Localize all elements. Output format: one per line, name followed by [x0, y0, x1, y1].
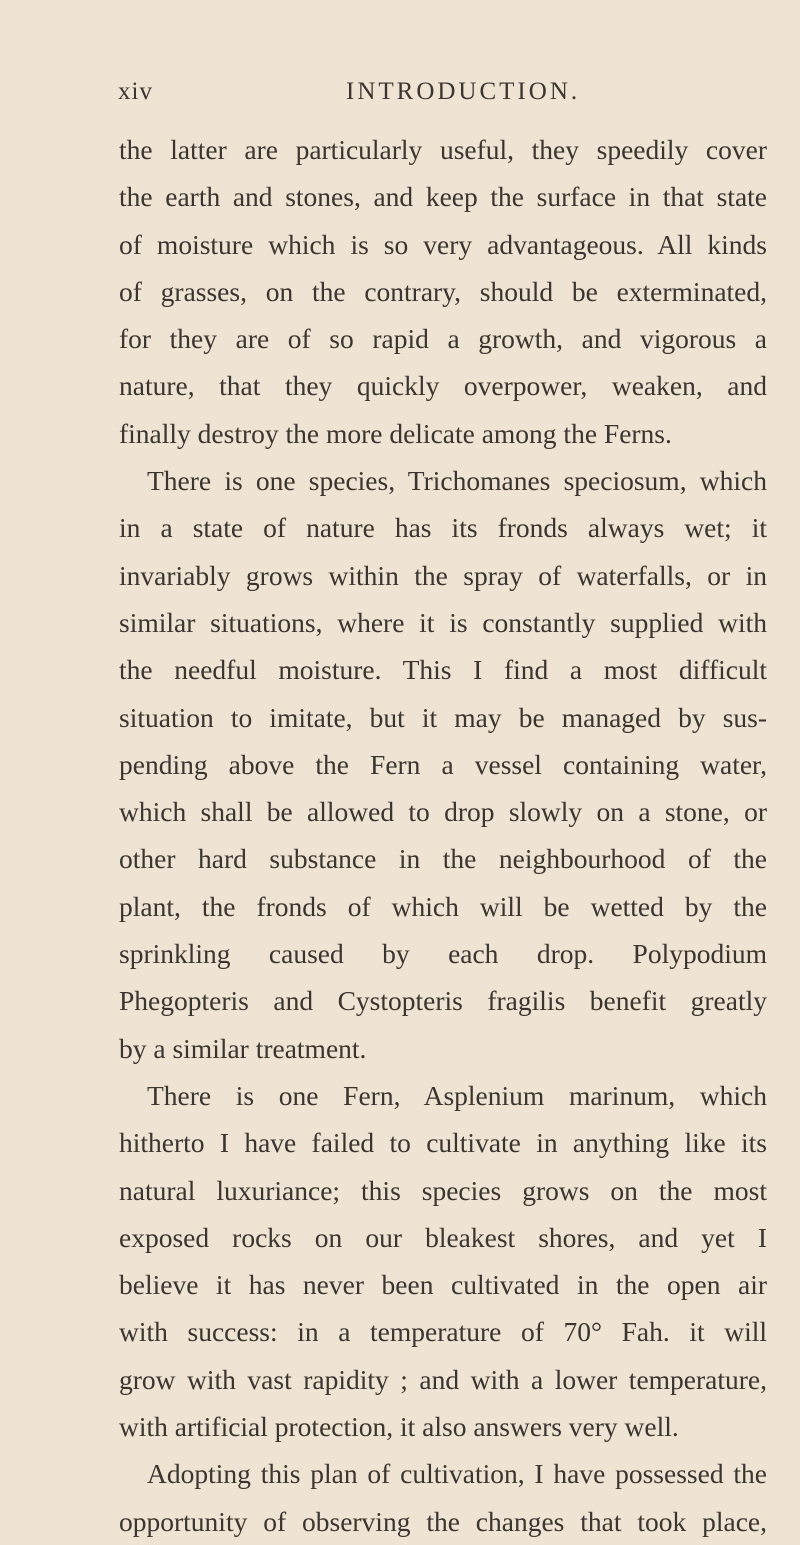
text-line: grow with vast rapidity ; and with a lower temperature, — [119, 1363, 767, 1395]
text-line: with success: in a temperature of 70° Fah. it will — [119, 1316, 767, 1348]
text-line: There is one species, Trichomanes speciosum, which — [147, 465, 767, 497]
text-line: Phegopteris and Cystopteris fragilis benefit greatly — [119, 985, 767, 1017]
text-line: sprinkling caused by each drop. Polypodium — [119, 938, 767, 970]
paragraph — [119, 1072, 767, 1450]
text-line: of moisture which is so very advantageous. All kinds — [119, 228, 767, 260]
text-line: Adopting this plan of cultivation, I have possessed the — [147, 1458, 767, 1490]
text-line: hitherto I have failed to cultivate in anything like its — [119, 1127, 767, 1159]
text-line: similar situations, where it is constantly supplied with — [119, 606, 767, 638]
paragraph — [119, 126, 767, 457]
text-line: pending above the Fern a vessel containing water, — [119, 748, 767, 780]
text-line: by a similar treatment. — [119, 1032, 367, 1064]
text-line: nature, that they quickly overpower, weaken, and — [119, 370, 767, 402]
body-text — [119, 126, 767, 1545]
page-header — [118, 78, 758, 114]
text-line: in a state of nature has its fronds always wet; it — [119, 512, 767, 544]
text-line: which shall be allowed to drop slowly on a stone, or — [119, 796, 767, 828]
text-line: other hard substance in the neighbourhood of the — [119, 843, 767, 875]
running-head: INTRODUCTION. — [346, 78, 581, 105]
text-line: exposed rocks on our bleakest shores, and yet I — [119, 1221, 767, 1253]
page-number: xiv — [118, 78, 153, 105]
text-line: for they are of so rapid a growth, and vigorous a — [119, 323, 767, 355]
text-line: finally destroy the more delicate among the Ferns. — [119, 417, 672, 449]
text-line: believe it has never been cultivated in the open air — [119, 1269, 767, 1301]
text-line: opportunity of observing the changes that took place, — [119, 1505, 767, 1537]
paragraph — [119, 1450, 767, 1545]
text-line: natural luxuriance; this species grows on the most — [119, 1174, 767, 1206]
text-line: invariably grows within the spray of waterfalls, or in — [119, 559, 767, 591]
text-line: with artificial protection, it also answers very well. — [119, 1411, 679, 1443]
text-line: the needful moisture. This I find a most difficult — [119, 654, 767, 686]
text-line: the latter are particularly useful, they speedily cover — [119, 134, 767, 165]
paragraph — [119, 457, 767, 1072]
text-line: There is one Fern, Asplenium marinum, which — [147, 1079, 767, 1111]
text-line: the earth and stones, and keep the surface in that state — [119, 181, 767, 213]
text-line: of grasses, on the contrary, should be exterminated, — [119, 275, 767, 307]
text-line: plant, the fronds of which will be wetted by the — [119, 890, 767, 922]
text-line: situation to imitate, but it may be managed by sus- — [119, 701, 767, 733]
